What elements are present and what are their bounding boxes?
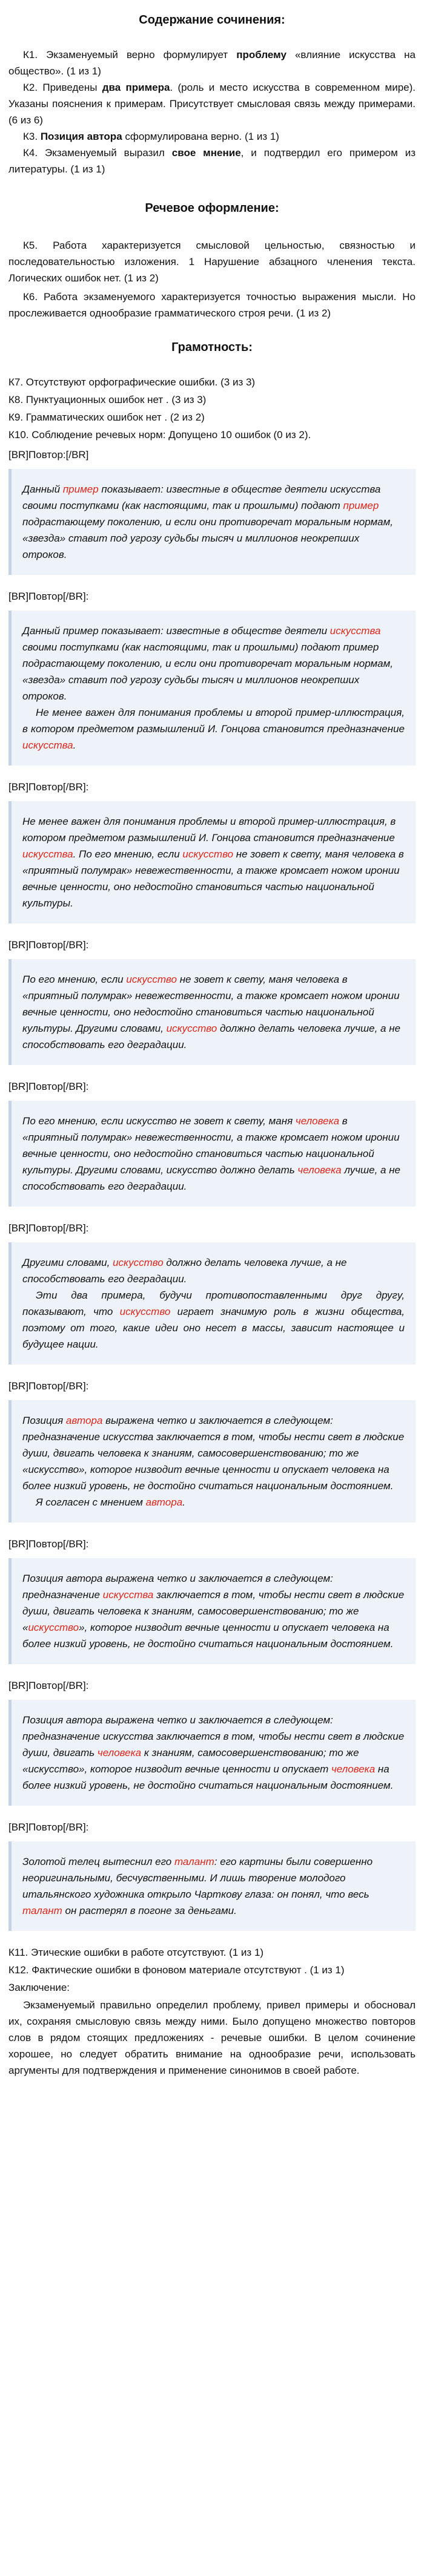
quote-block: Данный пример показывает: известные в обществе деятели искусства своими поступками (как настоящими, так и прошлыми) подают пример подрастающему поколению, и если они противоречат моральным нормам, «звезда» ставит под угрозу судьбы тысяч и миллионов неокрепших отроков. <box>8 469 416 575</box>
literacy-section-title: Грамотность: <box>171 341 253 354</box>
criterion-k9: К9. Грамматических ошибок нет . (2 из 2) <box>8 411 205 423</box>
quote-block: По его мнению, если искусство не зовет к свету, маня человека в «приятный полумрак» невежественности, а также кромсает ножом иронии вечные ценности, оно недостойно становиться частью национальной культуры. Другими словами, искусство должно делать человека лучше, а не способствовать его деградации. <box>8 959 416 1065</box>
quote-block: Данный пример показывает: известные в обществе деятели искусства своими поступками (как настоящими, так и прошлыми) подают пример подрастающему поколению, и если они противоречат моральным нормам, «звезда» ставит под угрозу судьбы тысяч и миллионов неокрепших отроков. Не менее важен для понимания проблемы и второй пример-иллюстрация, в котором предметом размышлений И. Гонцова становится предназначение искусства. <box>8 611 416 765</box>
criterion-k4: К4. Экзаменуемый выразил свое мнение, и подтвердил его примером из литературы. (1 из 1) <box>8 147 416 175</box>
criterion-k11: К11. Этические ошибки в работе отсутствуют. (1 из 1) <box>8 1947 264 1958</box>
criterion-k10: К10. Соблюдение речевых норм: Допущено 10 ошибок (0 из 2). <box>8 429 311 441</box>
conclusion-text: Экзаменуемый правильно определил проблему, привел примеры и обосновал их, сохраняя смысловую связь между ними. Было допущено множество повторов слов в рядом стоящих предложениях - речевые ошибки. В целом сочинение хорошее, но следует обратить внимание на однообразие речи, использовать аргументы для подтверждения и применение синонимов в своей работе. <box>8 1999 416 2076</box>
criterion-k5: К5. Работа характеризуется смысловой цельностью, связностью и последовательностью изложения. 1 Нарушение абзацного членения текста. Логических ошибок нет. (1 из 2) <box>8 240 416 284</box>
quote-block: По его мнению, если искусство не зовет к свету, маня человека в «приятный полумрак» невежественности, а также кромсает ножом иронии вечные ценности, оно недостойно становиться частью национальной культуры. Другими словами, искусство должно делать человека лучше, а не способствовать его деградации. <box>8 1101 416 1207</box>
repeat-marker: [BR]Повтор:[/BR] <box>8 449 89 460</box>
repeat-marker: [BR]Повтор[/BR]: <box>8 1222 89 1234</box>
quote-block: Золотой телец вытеснил его талант: его картины были совершенно неоригинальными, бесчувственными. И лишь творение молодого итальянского художника открыло Чарткову глаза: он понял, что весь талант он растерял в погоне за деньгами. <box>8 1841 416 1931</box>
repeat-marker: [BR]Повтор[/BR]: <box>8 1380 89 1392</box>
criterion-k12: К12. Фактические ошибки в фоновом материале отсутствуют . (1 из 1) <box>8 1964 345 1976</box>
repeat-marker: [BR]Повтор[/BR]: <box>8 1538 89 1550</box>
conclusion-label: Заключение: <box>8 1982 70 1993</box>
repeat-marker: [BR]Повтор[/BR]: <box>8 591 89 602</box>
quote-block: Позиция автора выражена четко и заключается в следующем: предназначение искусства заключается в том, чтобы нести свет в людские души, двигать человека к знаниям, самосовершенствованию; то же «искусство», которое низводит вечные ценности и опускает человека на более низкий уровень, не достойно считаться национальным достоянием. Я согласен с мнением автора. <box>8 1400 416 1522</box>
quote-block: Не менее важен для понимания проблемы и второй пример-иллюстрация, в котором предметом размышлений И. Гонцова становится предназначение искусства. По его мнению, если искусство не зовет к свету, маня человека в «приятный полумрак» невежественности, а также кромсает ножом иронии вечные ценности, оно недостойно становиться частью национальной культуры. <box>8 801 416 923</box>
criterion-k8: К8. Пунктуационных ошибок нет . (3 из 3) <box>8 394 207 405</box>
criterion-k2: К2. Приведены два примера. (роль и место искусства в современном мире). Указаны пояснения к примерам. Присутствует смысловая связь между примерами. (6 из 6) <box>8 82 416 126</box>
quote-block: Другими словами, искусство должно делать человека лучше, а не способствовать его деградации. Эти два примера, будучи противопоставленными друг другу, показывают, что искусство играет значимую роль в жизни общества, поэтому от того, какие идеи оно несет в массы, зависит настоящее и будущее нации. <box>8 1242 416 1365</box>
repeat-marker: [BR]Повтор[/BR]: <box>8 1081 89 1092</box>
criterion-k1: К1. Экзаменуемый верно формулирует проблему «влияние искусства на общество». (1 из 1) <box>8 49 416 77</box>
criterion-k6: К6. Работа экзаменуемого характеризуется точностью выражения мысли. Но прослеживается однообразие грамматического строя речи. (1 из 2) <box>8 291 416 319</box>
speech-section-title: Речевое оформление: <box>145 202 279 215</box>
quote-block: Позиция автора выражена четко и заключается в следующем: предназначение искусства заключается в том, чтобы нести свет в людские души, двигать человека к знаниям, самосовершенствованию; то же «искусство», которое низводит вечные ценности и опускает человека на более низкий уровень, не достойно считаться национальным достоянием. <box>8 1700 416 1806</box>
repeat-marker: [BR]Повтор[/BR]: <box>8 1821 89 1833</box>
criterion-k7: К7. Отсутствуют орфографические ошибки. (3 из 3) <box>8 376 256 388</box>
quote-block: Позиция автора выражена четко и заключается в следующем: предназначение искусства заключается в том, чтобы нести свет в людские души, двигать человека к знаниям, самосовершенствованию; то же «искусство», которое низводит вечные ценности и опускает человека на более низкий уровень, не достойно считаться национальным достоянием. <box>8 1558 416 1664</box>
repeat-marker: [BR]Повтор[/BR]: <box>8 781 89 793</box>
criterion-k3: К3. Позиция автора сформулирована верно. (1 из 1) <box>23 131 279 142</box>
repeat-marker: [BR]Повтор[/BR]: <box>8 1680 89 1691</box>
repeat-marker: [BR]Повтор[/BR]: <box>8 939 89 951</box>
content-section-title: Содержание сочинения: <box>139 13 285 27</box>
